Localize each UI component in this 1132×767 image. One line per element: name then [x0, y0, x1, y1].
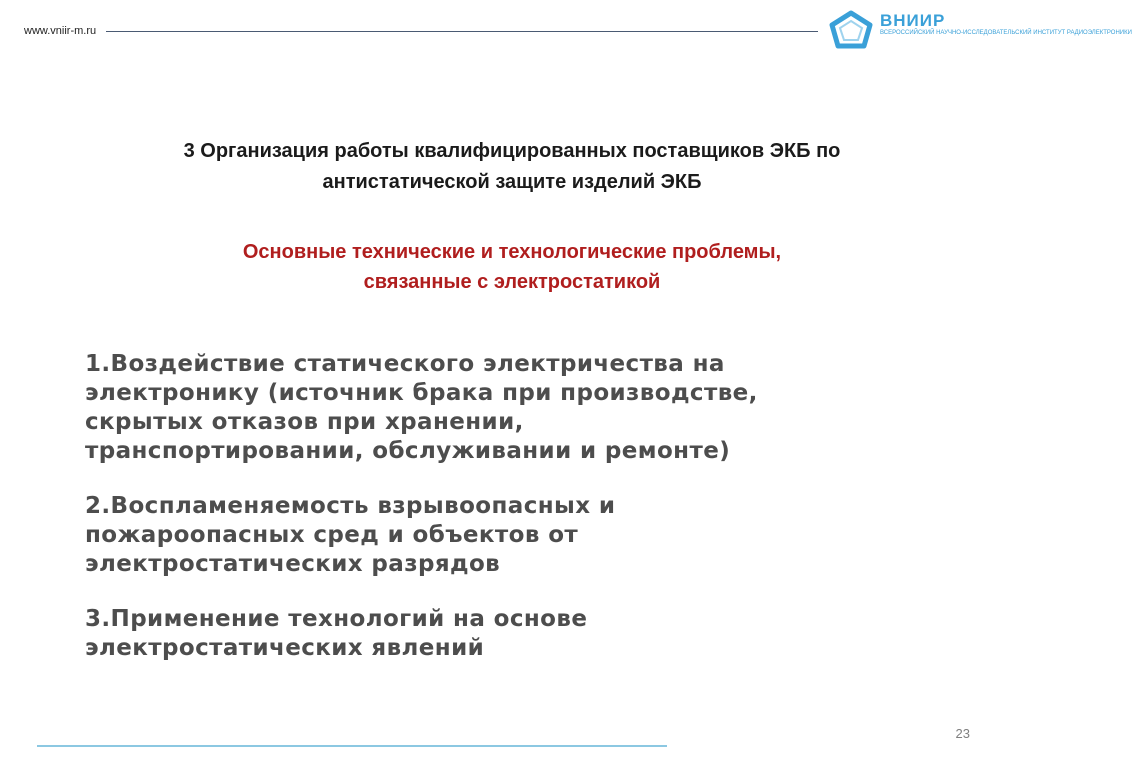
- list-item: [85, 350, 965, 466]
- page-number: 23: [955, 726, 970, 741]
- list-item: [85, 605, 965, 663]
- site-url[interactable]: www.vniir-m.ru: [24, 25, 97, 37]
- list-item: [85, 492, 965, 579]
- list-item-line: 2.Воспламеняемость взрывоопасных и: [85, 493, 616, 519]
- list-item-line: электронику (источник брака при производстве,: [85, 380, 758, 406]
- slide-subtitle: [0, 237, 1024, 297]
- footer-rule: [37, 745, 667, 747]
- slide-title-line: антистатической защите изделий ЭКБ: [322, 171, 702, 193]
- slide-title-line: 3 Организация работы квалифицированных поставщиков ЭКБ по: [183, 140, 841, 162]
- list-item-line: скрытых отказов при хранении,: [85, 409, 524, 435]
- pentagon-ring-icon: [828, 10, 874, 50]
- logo-tagline: ВСЕРОССИЙСКИЙ НАУЧНО-ИССЛЕДОВАТЕЛЬСКИЙ ИНСТИТУТ РАДИОЭЛЕКТРОНИКИ: [880, 30, 1132, 36]
- list-item-line: электростатических разрядов: [85, 551, 501, 577]
- header-rule: [106, 31, 818, 32]
- vniir-logo: [828, 8, 1132, 52]
- slide-subtitle-line: связанные с электростатикой: [363, 271, 661, 293]
- list-item-line: 3.Применение технологий на основе: [85, 606, 588, 632]
- list-item-line: пожароопасных сред и объектов от: [85, 522, 579, 548]
- list-item-line: транспортировании, обслуживании и ремонте): [85, 438, 731, 464]
- logo-name: ВНИИР: [880, 11, 946, 30]
- list-item-line: электростатических явлений: [85, 635, 485, 661]
- list-item-line: 1.Воздействие статического электричества на: [85, 351, 725, 377]
- problem-list: [85, 350, 965, 689]
- slide-title: [0, 136, 1024, 198]
- slide-subtitle-line: Основные технические и технологические проблемы,: [242, 241, 782, 263]
